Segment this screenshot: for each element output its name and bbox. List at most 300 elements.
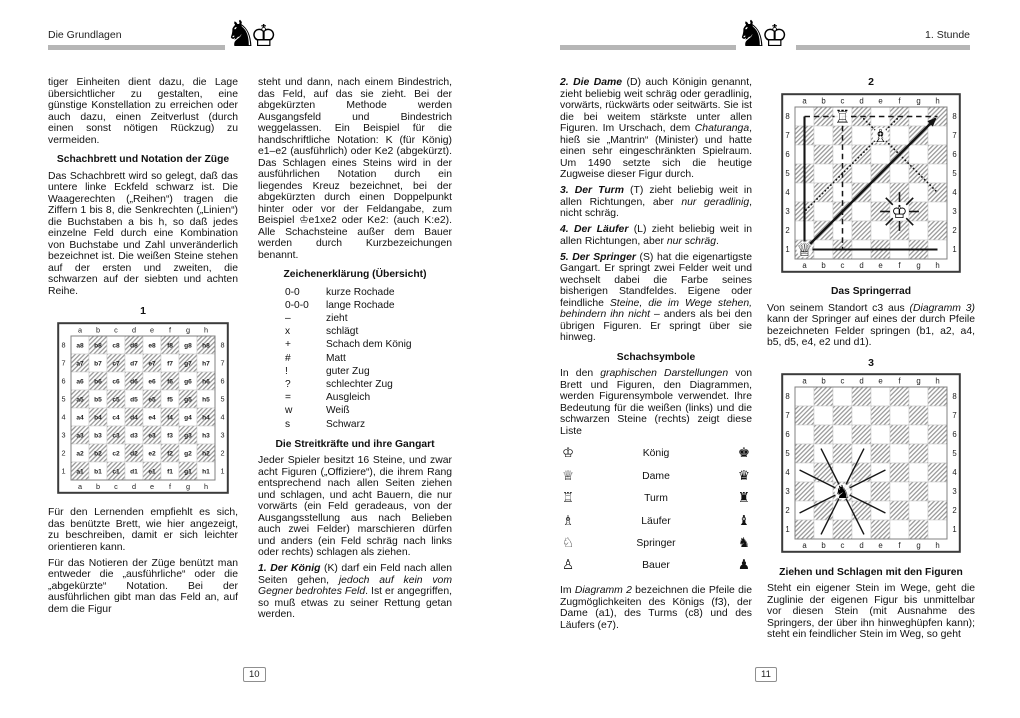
legend-row	[285, 338, 452, 351]
text-segment: Diagramm 2	[574, 585, 632, 597]
svg-text:g7: g7	[184, 359, 192, 367]
svg-text:c1: c1	[112, 467, 120, 475]
chess-diagram-2	[767, 77, 975, 276]
svg-text:a3: a3	[76, 431, 84, 439]
paragraph	[767, 583, 975, 641]
knight-icon: ♞	[225, 14, 258, 55]
section-heading-ziehen-schlagen: Ziehen und Schlagen mit den Figuren	[779, 566, 963, 578]
knight-king-logo-icon	[736, 10, 788, 54]
svg-text:f: f	[898, 260, 901, 270]
text-segment: steht und dann, nach einem Bindestrich, das Feld, auf das sie zieht. Bei der abgekürzten Methode werden Ausgangsfeld und Bindestrich weggelassen. Ein Beispiel für die handschriftliche Notation: K (für König) e1–e2 (ausführlich) oder Ke2 (abgekürzt). Das Schlagen eines Steins wird in der ausführlichen Notation durch ein liegendes Kreuz bezeichnet, bei der abgekürzten durch einen Doppelpunkt hinter oder vor der Feldangabe, zum Beispiel ♔e1xe2 oder Ke2: (auch K:e2). Alle Schachsteine außer dem Bauer werden durch Kurzbezeichungen benannt.	[258, 77, 452, 261]
text-segment: nur schräg	[666, 235, 716, 247]
legend-description: zieht	[326, 312, 348, 324]
svg-text:e: e	[878, 96, 883, 105]
legend-description: lange Rochade	[326, 299, 395, 311]
legend-symbol: ?	[285, 378, 291, 390]
svg-text:g1: g1	[184, 467, 192, 475]
chess-piece-c3: ♞	[834, 481, 851, 503]
svg-text:f3: f3	[167, 431, 173, 439]
legend-description: Schach dem König	[326, 339, 412, 351]
svg-text:2: 2	[952, 225, 957, 235]
black-piece-icon: ♞	[737, 535, 750, 551]
paragraph	[48, 171, 238, 298]
svg-text:b: b	[821, 260, 826, 270]
paragraph	[560, 185, 752, 220]
black-piece-icon: ♛	[737, 467, 750, 484]
text-segment: (Diagramm 3)	[909, 302, 975, 314]
paragraph	[258, 563, 452, 621]
chess-piece-c8: ♖	[834, 106, 851, 128]
svg-text:e4: e4	[148, 413, 156, 421]
svg-text:f4: f4	[167, 413, 173, 421]
paragraph	[560, 252, 752, 344]
text-segment: (T) zieht beliebig weit in allen Richtungen, aber	[560, 185, 752, 208]
text-segment: von Brett und Figuren, den Diagrammen, werden Figurensymbole verwendet. Ihre Bedeutung für die weißen (links) und die schwarzen Steine (rechts) zeigt diese Liste	[560, 368, 753, 437]
text-segment: .	[715, 235, 719, 247]
svg-text:b3: b3	[94, 431, 102, 439]
chess-piece-e7: ♗	[872, 125, 889, 147]
svg-text:e1: e1	[148, 467, 156, 475]
svg-text:f1: f1	[167, 467, 173, 475]
svg-text:1: 1	[952, 244, 957, 254]
symbol-row	[562, 488, 750, 510]
svg-text:d8: d8	[130, 341, 138, 349]
svg-text:b7: b7	[94, 359, 102, 367]
svg-text:2: 2	[785, 225, 790, 235]
knight-icon: ♞	[736, 14, 769, 55]
paragraph	[48, 558, 238, 616]
header-rule	[796, 45, 970, 50]
legend-symbol: =	[285, 392, 291, 404]
chess-piece-f3: ♔	[891, 201, 908, 223]
svg-text:g4: g4	[184, 413, 192, 421]
svg-text:d: d	[859, 541, 864, 550]
paragraph	[560, 585, 752, 631]
svg-text:h4: h4	[202, 413, 210, 421]
svg-text:3: 3	[952, 487, 957, 497]
svg-text:b4: b4	[94, 413, 102, 421]
svg-text:e: e	[878, 376, 883, 386]
white-piece-icon: ♔	[562, 445, 575, 462]
legend-symbol: –	[285, 312, 291, 324]
chess-diagram-2-board	[781, 93, 961, 273]
text-segment: Für den Lernenden empfiehlt es sich, das benützte Brett, wie hier angezeigt, zu beschreiben, damit er sich leichter orientieren kann.	[48, 507, 238, 553]
text-segment: – anders als bei den übrigen Figuren. Er springt über sie hinweg.	[560, 309, 752, 343]
legend-description: kurze Rochade	[326, 286, 395, 298]
text-segment: 3. Der Turm	[560, 185, 624, 196]
svg-text:a6: a6	[76, 377, 84, 385]
svg-text:b: b	[821, 376, 826, 386]
text-segment: (K) darf ein Feld nach allen Seiten gehen,	[258, 563, 453, 586]
svg-text:a1: a1	[76, 467, 84, 475]
legend-row	[285, 418, 452, 431]
text-segment: Für das Notieren der Züge benützt man entweder die „ausführliche“ oder die „abgekürzte“ Notation. Bei der ausführlichen gibt man das Feld an, auf dem die Figur	[48, 557, 238, 615]
svg-text:2: 2	[952, 506, 957, 516]
legend-row	[285, 365, 452, 378]
paragraph	[560, 77, 752, 181]
svg-text:5: 5	[220, 394, 225, 404]
svg-text:c4: c4	[112, 413, 120, 421]
svg-text:4: 4	[61, 412, 66, 422]
text-segment: nur geradlinig	[681, 196, 750, 208]
svg-text:7: 7	[952, 411, 957, 421]
legend-description: schlägt	[326, 326, 359, 338]
legend-description: Weiß	[326, 405, 350, 417]
text-segment: . Ist er angegriffen, so muß etwas zu seiner Rettung getan werden.	[258, 586, 453, 621]
text-segment: Steine, die im Wege stehen, behindern ihn nicht	[560, 297, 752, 320]
piece-name: Bauer	[642, 560, 670, 572]
text-segment: graphischen Darstellungen	[600, 368, 729, 379]
svg-text:d: d	[131, 325, 137, 334]
white-piece-icon: ♕	[562, 467, 575, 484]
svg-text:3: 3	[220, 430, 225, 440]
legend-row	[285, 325, 452, 338]
svg-text:h1: h1	[202, 467, 210, 475]
svg-text:6: 6	[220, 376, 225, 386]
svg-text:8: 8	[952, 111, 957, 121]
svg-text:3: 3	[785, 206, 790, 216]
legend-description: Matt	[326, 352, 346, 364]
svg-text:h5: h5	[202, 395, 210, 403]
chess-diagram-3	[767, 358, 975, 557]
svg-text:d: d	[859, 260, 864, 270]
legend-row	[285, 378, 452, 391]
svg-text:d3: d3	[130, 431, 138, 439]
svg-text:c: c	[114, 325, 118, 334]
svg-text:c: c	[840, 376, 845, 386]
black-piece-icon: ♚	[737, 445, 750, 462]
svg-text:h3: h3	[202, 431, 210, 439]
svg-text:h: h	[935, 376, 940, 386]
svg-text:a8: a8	[76, 341, 84, 349]
svg-text:7: 7	[785, 130, 790, 140]
svg-text:c: c	[840, 541, 845, 550]
svg-text:g: g	[185, 325, 191, 334]
piece-name: Springer	[636, 538, 676, 549]
text-segment: 1. Der König	[258, 563, 321, 575]
piece-name: König	[642, 448, 670, 460]
svg-text:a: a	[77, 481, 83, 491]
legend-symbol: x	[285, 326, 291, 338]
svg-text:a7: a7	[76, 359, 84, 367]
legend-row	[285, 352, 452, 365]
svg-text:d2: d2	[130, 449, 138, 457]
svg-text:a: a	[802, 260, 807, 270]
text-segment: Das Schachbrett wird so gelegt, daß das untere linke Eckfeld schwarz ist. Die Waagerechten („Reihen“) tragen die Ziffern 1 bis 8, die Senkrechten („Linien“) die Buchstaben a bis h, so daß jedes einzelne Feld durch eine Kombination von Buchstabe und Zahl unveränderlich bezeichnet ist. Die weißen Steine stehen auf der ersten und zweiten, die schwarzen auf der siebten und achten Reihe.	[48, 170, 238, 297]
svg-text:g3: g3	[184, 431, 192, 439]
svg-text:b5: b5	[94, 395, 102, 403]
svg-text:g8: g8	[184, 341, 192, 349]
svg-text:b2: b2	[94, 449, 102, 457]
svg-text:8: 8	[785, 111, 790, 121]
svg-text:e5: e5	[148, 395, 156, 403]
svg-text:3: 3	[785, 487, 790, 497]
svg-text:4: 4	[785, 187, 790, 197]
svg-text:h: h	[935, 260, 940, 270]
chess-piece-a1: ♕	[796, 239, 813, 261]
text-segment: (S) hat die eigenartigste Gangart. Er springt zwei Felder weit und wechselt dabei die Farbe seines bisherigen Standfeldes. Eigene oder feindliche	[560, 251, 752, 309]
svg-text:h2: h2	[202, 449, 210, 457]
svg-text:h: h	[203, 481, 209, 491]
svg-text:5: 5	[952, 168, 957, 178]
svg-text:b1: b1	[94, 467, 102, 475]
black-piece-icon: ♜	[737, 490, 750, 507]
svg-text:5: 5	[785, 168, 790, 178]
text-segment: , hieß sie „Mantrin“ (Minister) und hatte einen sehr eingeschränkten Spielraum. Um 1490 setzte sich die heutige Zugweise dieser Figur durch.	[560, 123, 752, 180]
svg-text:5: 5	[785, 449, 790, 459]
svg-text:a4: a4	[76, 413, 84, 421]
svg-text:h: h	[935, 96, 940, 105]
svg-text:c: c	[840, 96, 845, 105]
knight-king-logo-icon	[225, 10, 277, 54]
svg-text:a: a	[77, 325, 83, 334]
diagram-number: 3	[868, 356, 874, 369]
svg-text:1: 1	[952, 525, 957, 535]
paragraph	[560, 224, 752, 247]
svg-text:b: b	[821, 541, 826, 550]
black-piece-icon: ♟	[737, 557, 750, 574]
legend-symbol: w	[285, 405, 293, 417]
section-heading-springerrad: Das Springerrad	[830, 286, 912, 297]
svg-text:b8: b8	[94, 341, 102, 349]
svg-text:e8: e8	[148, 341, 156, 349]
svg-text:2: 2	[220, 448, 225, 458]
svg-text:6: 6	[952, 149, 957, 159]
header-rule	[48, 45, 225, 50]
svg-text:c: c	[114, 481, 118, 491]
paragraph	[258, 455, 452, 559]
legend-description: Ausgleich	[326, 392, 371, 404]
legend-row	[285, 299, 452, 312]
svg-text:c2: c2	[112, 449, 120, 457]
svg-text:d: d	[859, 96, 864, 105]
paragraph	[560, 368, 752, 437]
header-rule	[560, 45, 736, 50]
svg-text:c6: c6	[112, 377, 120, 385]
svg-text:c8: c8	[112, 341, 120, 349]
legend-symbol: !	[285, 365, 288, 377]
page-number-right: 11	[755, 667, 777, 682]
legend-symbol: 0-0	[285, 286, 300, 298]
king-icon: ♔	[761, 19, 789, 54]
svg-text:c7: c7	[112, 359, 120, 367]
svg-text:d5: d5	[130, 395, 138, 403]
section-heading-schachsymbole: Schachsymbole	[616, 351, 696, 363]
svg-text:6: 6	[61, 376, 66, 386]
column-4	[767, 77, 975, 645]
svg-text:g2: g2	[184, 449, 192, 457]
chess-diagram-1	[48, 306, 238, 497]
page-number-left: 10	[243, 667, 266, 682]
svg-text:f5: f5	[167, 395, 173, 403]
svg-text:a: a	[802, 541, 807, 550]
svg-text:h: h	[203, 325, 209, 334]
text-segment: (L) zieht beliebig weit in allen Richtungen, aber	[560, 224, 752, 247]
text-segment: Jeder Spieler besitzt 16 Steine, und zwar acht Figuren („Offiziere“), die ihrem Rang entsprechend nach allen Seiten ziehen und schlagen, und acht Bauern, die nur vorwärts (ein Feld geradeaus, von der Ausgangsstellung aus nach Belieben auch zwei Felder) marschieren dürfen und anders (ein Feld schräg nach links oder rechts) schlagen als ziehen.	[258, 455, 452, 559]
text-segment: 2. Die Dame	[560, 77, 623, 88]
white-piece-icon: ♘	[562, 535, 575, 551]
black-piece-icon: ♝	[737, 512, 750, 529]
svg-text:4: 4	[785, 468, 790, 478]
white-piece-icon: ♖	[562, 490, 575, 507]
piece-name: Turm	[644, 493, 668, 505]
svg-text:d6: d6	[130, 377, 138, 385]
chess-symbols-table	[562, 443, 750, 577]
svg-text:2: 2	[785, 506, 790, 516]
legend-row	[285, 391, 452, 404]
text-segment: In den	[560, 368, 601, 379]
legend-row	[285, 286, 452, 299]
svg-text:d1: d1	[130, 467, 138, 475]
running-header-right: 1. Stunde	[925, 29, 970, 41]
legend-symbol: s	[285, 418, 291, 430]
legend-list	[285, 286, 452, 431]
legend-description: Schwarz	[326, 418, 366, 430]
symbol-row	[562, 555, 750, 577]
king-icon: ♔	[250, 19, 278, 54]
diagram-number: 1	[140, 305, 146, 317]
svg-text:f: f	[898, 96, 901, 105]
chessboard-svg	[781, 93, 961, 273]
symbol-row	[562, 465, 750, 487]
svg-text:e2: e2	[148, 449, 156, 457]
svg-text:b: b	[95, 325, 101, 334]
svg-text:h: h	[935, 541, 940, 550]
piece-name: Läufer	[641, 515, 671, 527]
svg-text:f6: f6	[167, 377, 173, 385]
paragraph	[767, 303, 975, 349]
text-segment: tiger Einheiten dient dazu, die Lage übersichtlicher zu gestalten, eine günstige Konstellation zu erreichen oder auch dazu, einen Zeitverlust (durch einen sonst nötigen Rückzug) zu vermeiden.	[48, 77, 238, 146]
svg-text:e3: e3	[148, 431, 156, 439]
svg-text:1: 1	[220, 466, 225, 476]
svg-text:e6: e6	[148, 377, 156, 385]
diagram-number: 2	[868, 76, 874, 88]
text-segment: 5. Der Springer	[560, 251, 636, 263]
piece-name: Dame	[642, 470, 670, 482]
text-segment: 4. Der Läufer	[560, 224, 629, 235]
text-segment: (D) auch Königin genannt, zieht beliebig weit schräg oder geradlinig, vorwärts, rückwärts oder seitwärts. Sie ist die bei weitem stärkste unter allen Figuren. Im Urschach, dem	[560, 77, 752, 134]
svg-text:a2: a2	[76, 449, 84, 457]
svg-text:1: 1	[785, 525, 790, 535]
svg-text:e: e	[149, 325, 155, 334]
svg-text:a: a	[802, 96, 807, 105]
svg-text:g: g	[185, 481, 191, 491]
text-segment: kann der Springer auf eines der durch Pfeile bezeichneten Felder springen (b1, a2, a4, b5, d5, e4, e2 und d1).	[767, 314, 975, 348]
svg-text:a: a	[802, 376, 807, 386]
svg-text:f: f	[898, 541, 901, 550]
svg-text:4: 4	[952, 187, 957, 197]
svg-text:b6: b6	[94, 377, 102, 385]
legend-symbol: +	[285, 339, 291, 351]
svg-text:8: 8	[952, 392, 957, 402]
svg-text:6: 6	[785, 430, 790, 440]
svg-text:7: 7	[785, 411, 790, 421]
svg-text:f: f	[168, 481, 172, 491]
column-1	[48, 77, 238, 620]
column-2	[258, 77, 452, 625]
chessboard-svg	[781, 373, 961, 553]
svg-text:g: g	[916, 260, 921, 270]
svg-text:c5: c5	[112, 395, 120, 403]
section-heading-streitkraefte: Die Streitkräfte und ihre Gangart	[275, 438, 435, 450]
svg-text:8: 8	[220, 340, 225, 350]
svg-text:c: c	[840, 260, 845, 270]
svg-text:e: e	[149, 481, 155, 491]
chess-diagram-1-board	[57, 322, 229, 494]
svg-text:8: 8	[785, 392, 790, 402]
chessboard-svg	[57, 322, 229, 494]
running-header-left: Die Grundlagen	[48, 29, 122, 41]
svg-text:7: 7	[952, 130, 957, 140]
white-piece-icon: ♗	[562, 512, 575, 529]
svg-text:e: e	[878, 541, 883, 550]
svg-text:g: g	[916, 541, 921, 550]
legend-row	[285, 404, 452, 417]
svg-text:h8: h8	[202, 341, 210, 349]
svg-text:a5: a5	[76, 395, 84, 403]
legend-description: schlechter Zug	[326, 378, 393, 390]
svg-text:b: b	[821, 96, 826, 105]
section-heading-schachbrett: Schachbrett und Notation der Züge	[56, 154, 230, 165]
text-segment: Steht ein eigener Stein im Wege, geht die Zuglinie der eigenen Figur bis unmittelbar vor diesen Stein (mit Ausnahme des Springers, der über ihn hinweghüpfen kann); steht ein feindlicher Stein im Weg, so geht	[767, 583, 975, 640]
svg-text:f: f	[898, 376, 901, 386]
svg-text:g5: g5	[184, 395, 192, 403]
svg-text:g: g	[916, 376, 921, 386]
svg-text:6: 6	[952, 430, 957, 440]
svg-text:1: 1	[61, 466, 66, 476]
legend-row	[285, 312, 452, 325]
svg-text:7: 7	[61, 358, 66, 368]
svg-text:h6: h6	[202, 377, 210, 385]
svg-text:1: 1	[785, 244, 790, 254]
legend-symbol: #	[285, 352, 291, 364]
svg-text:f2: f2	[167, 449, 173, 457]
svg-text:d7: d7	[130, 359, 138, 367]
svg-text:f: f	[168, 325, 172, 334]
svg-text:e7: e7	[148, 359, 156, 367]
white-piece-icon: ♙	[562, 557, 575, 574]
column-3	[560, 77, 752, 636]
svg-text:d: d	[859, 376, 864, 386]
svg-text:3: 3	[952, 206, 957, 216]
svg-text:e: e	[878, 260, 883, 270]
symbol-row	[562, 443, 750, 465]
svg-text:d: d	[131, 481, 137, 491]
text-segment: , nicht schräg.	[560, 196, 752, 219]
text-segment: Chaturanga	[694, 123, 750, 134]
svg-text:2: 2	[61, 448, 66, 458]
symbol-row	[562, 510, 750, 532]
svg-text:g: g	[916, 96, 921, 105]
svg-text:4: 4	[952, 468, 957, 478]
paragraph	[258, 77, 452, 261]
svg-text:c3: c3	[112, 431, 120, 439]
svg-text:8: 8	[61, 340, 66, 350]
text-segment: Im	[560, 585, 575, 597]
section-heading-zeichenerklaerung: Zeichenerklärung (Übersicht)	[283, 269, 427, 280]
legend-symbol: 0-0-0	[285, 299, 309, 311]
text-segment: bezeichnen die Pfeile die Zugmöglichkeiten des Königs (f3), der Dame (a1), des Turms (c8) und des Läufers (e7).	[560, 585, 752, 631]
svg-text:g6: g6	[184, 377, 192, 385]
svg-text:h7: h7	[202, 359, 210, 367]
svg-text:6: 6	[785, 149, 790, 159]
symbol-row	[562, 533, 750, 555]
svg-text:5: 5	[952, 449, 957, 459]
svg-text:b: b	[95, 481, 101, 491]
chess-diagram-3-board	[781, 373, 961, 553]
svg-text:f7: f7	[167, 359, 173, 367]
svg-text:d4: d4	[130, 413, 138, 421]
